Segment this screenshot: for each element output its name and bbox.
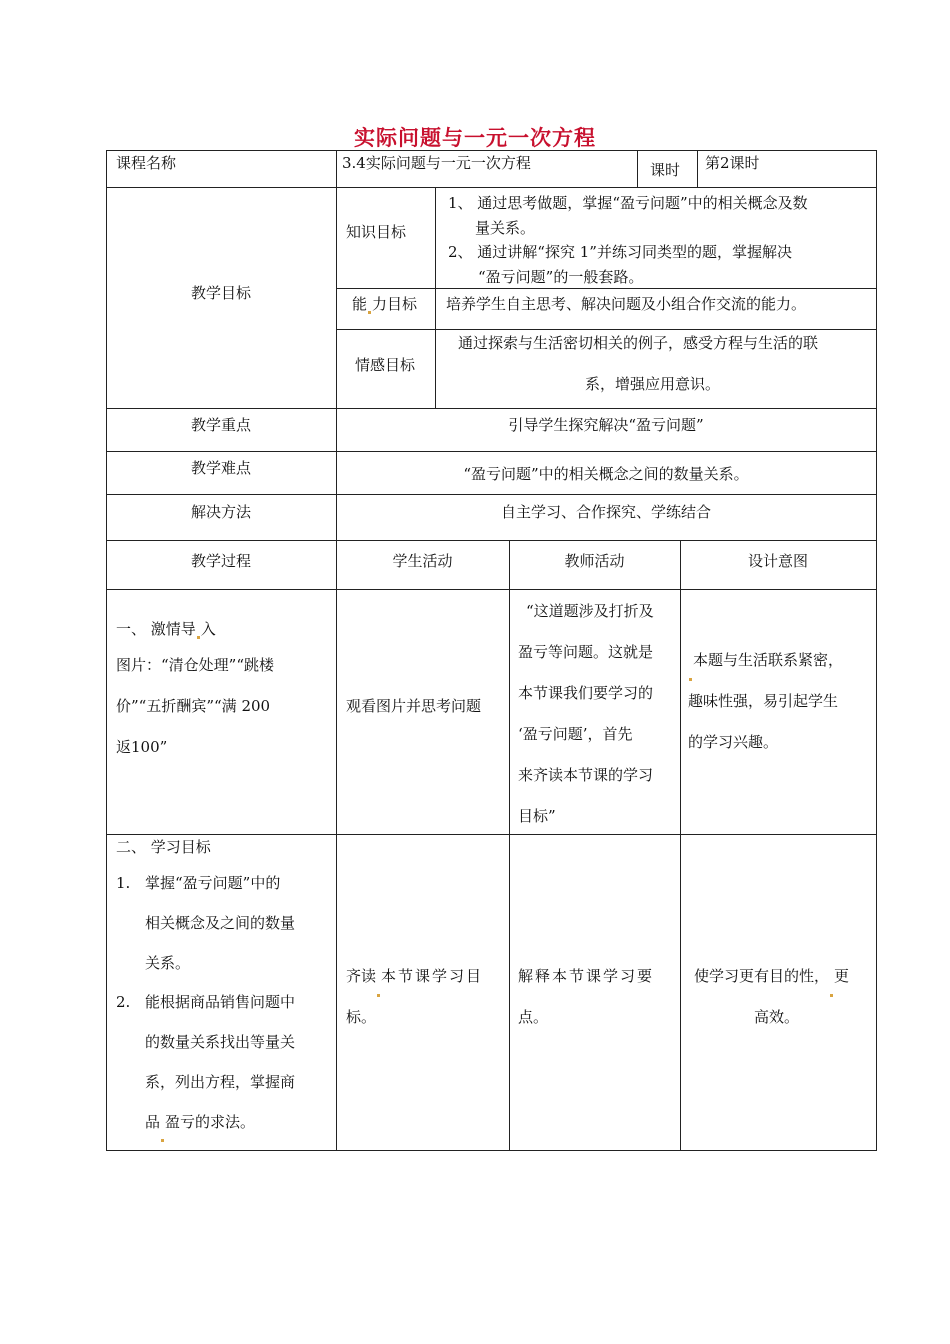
difficulty-label: 教学难点 [190,459,251,477]
intent-line: 高效。 [754,1008,800,1026]
item2-line-part: 品 [145,1113,161,1131]
item2-line: 能根据商品销售问题中 [145,993,296,1011]
intent-line-part: 本题与生活联系紧密， [693,651,844,669]
teacher-line: 点。 [518,1008,549,1026]
intent-line: 趣味性强，易引起学生 [688,692,839,710]
ability-goal-text: 培养学生自主思考、解决问题及小组合作交流的能力。 [446,295,807,313]
period-label: 课时 [650,161,681,179]
student-line-part: 齐读 [346,967,377,985]
editor-mark [368,311,371,314]
item1-line: 掌握“盈亏问题”中的 [145,874,281,892]
editor-mark [161,1139,164,1142]
teacher-activity-header: 教师活动 [564,552,625,570]
process-header: 教学过程 [190,552,251,570]
item1-line: 关系。 [145,954,191,972]
section1-line: 图片：“清仓处理”“跳楼 [116,656,275,674]
teacher-line: 盈亏等问题。这就是 [518,643,654,661]
emotion-goal-line: 系，增强应用意识。 [585,375,721,393]
knowledge-line: 1、 通过思考做题，掌握“盈亏问题”中的相关概念及数 [448,194,808,212]
objectives-label: 教学目标 [190,284,251,302]
section1-student-activity: 观看图片并思考问题 [346,697,482,715]
section1-heading [116,619,216,639]
teacher-line: 解释本节课学习要 [518,967,655,985]
teacher-line: 本节课我们要学习的 [518,684,654,702]
section2-teacher-activity [518,956,678,1038]
knowledge-line: 2、 通过讲解“探究 1”并练习同类型的题，掌握解决 [448,243,792,261]
intent-line [688,640,874,681]
period-value: 第2课时 [705,154,760,172]
section2-item2-number: 2. [116,993,131,1011]
focus-text: 引导学生探究解决“盈亏问题” [508,416,704,434]
design-intent-header: 设计意图 [747,552,808,570]
item2-line [145,1102,333,1142]
editor-mark [830,994,833,997]
section2-item1 [145,863,333,983]
section1-teacher-activity [518,591,678,837]
knowledge-line: 量关系。 [475,218,536,237]
student-line-part: 本节课学习目 [381,967,484,985]
student-activity-header: 学生活动 [392,552,453,570]
section1-line: 返100” [116,738,168,756]
teacher-line: ‘盈亏问题’，首先 [518,725,633,743]
item2-line: 系，列出方程，掌握商 [145,1073,296,1091]
knowledge-line: “盈亏问题”的一般套路。 [478,267,644,286]
section1-line: 价”“五折酬宾”“满 200 [116,697,271,715]
section2-heading: 二、 学习目标 [116,838,211,856]
focus-label: 教学重点 [190,416,251,434]
ability-goal-label-part: 力目标 [372,295,418,313]
course-name-value: 3.4实际问题与一元一次方程 [342,154,531,172]
section2-item2 [145,982,333,1142]
section2-design-intent [694,956,874,1038]
teacher-line: “这道题涉及打折及 [526,602,654,620]
document-title: 实际问题与一元一次方程 [354,126,596,150]
student-line [346,956,506,997]
emotion-goal-line: 通过探索与生活密切相关的例子，感受方程与生活的联 [458,334,819,352]
item2-line: 的数量关系找出等量关 [145,1033,296,1051]
section1-heading-part: 一、 激情导 [116,620,196,638]
intent-line-part: 使学习更有目的性， [694,967,830,985]
knowledge-goal-label: 知识目标 [346,223,407,241]
teacher-line: 目标” [518,807,556,825]
ability-goal-label [352,294,417,314]
intent-line [694,956,874,997]
section2-item1-number: 1. [116,874,131,892]
student-line: 标。 [346,1008,377,1026]
section1-design-intent [688,640,874,763]
section1-content [116,645,334,768]
method-text: 自主学习、合作探究、学练结合 [500,503,711,521]
teacher-line: 来齐读本节课的学习 [518,766,654,784]
knowledge-goal-text [448,191,873,289]
intent-line: 的学习兴趣。 [688,733,779,751]
intent-line-part: 更 [834,967,850,985]
difficulty-text: “盈亏问题”中的相关概念之间的数量关系。 [463,465,749,483]
section2-student-activity [346,956,506,1038]
ability-goal-label-part: 能 [352,295,368,313]
emotion-goal-label: 情感目标 [355,356,416,374]
course-name-label: 课程名称 [116,154,177,172]
section1-heading-part: 入 [200,620,216,638]
method-label: 解决方法 [190,503,251,521]
editor-mark [377,994,380,997]
editor-mark [197,636,200,639]
item2-line-part: 盈亏的求法。 [165,1113,256,1131]
item1-line: 相关概念及之间的数量 [145,914,296,932]
